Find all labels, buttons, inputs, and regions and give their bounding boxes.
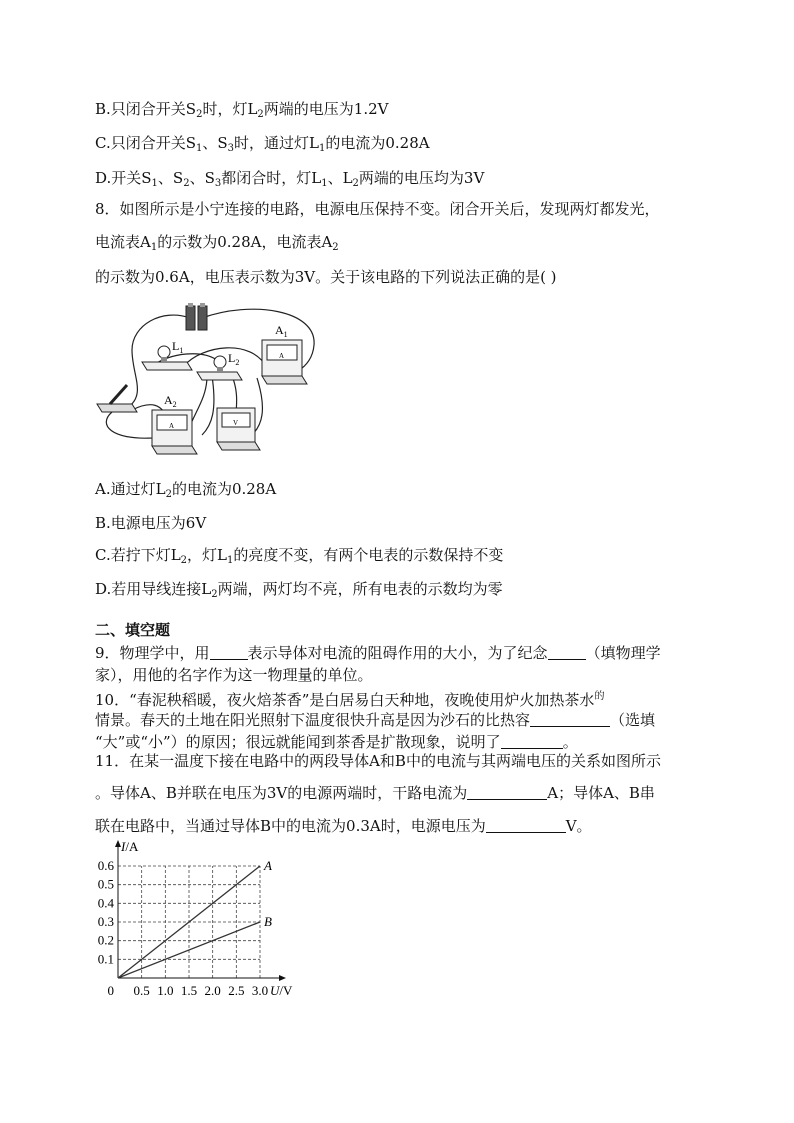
lamp-l1 xyxy=(142,346,192,370)
x-axis-label: U/V xyxy=(270,983,293,998)
q11-blank-1[interactable] xyxy=(467,785,547,800)
q10-blank-2[interactable] xyxy=(501,734,563,749)
x-tick-label: 2.0 xyxy=(204,983,221,998)
meter-a2-face-letter: A xyxy=(169,422,175,430)
y-tick-label: 0.6 xyxy=(97,858,114,873)
q11-line2: 。导体A、B并联在电压为3V的电源两端时，干路电流为 A；导体A、B串 xyxy=(95,784,655,802)
iu-chart xyxy=(88,838,318,1003)
q7-option-c: C.只闭合开关$S_1$、$S_3$时，通过灯$L_1$的电流为0.28A xyxy=(95,134,430,154)
q8-stem-line3: 的示数为0.6A，电压表示数为3V。关于该电路的下列说法正确的是( ) xyxy=(95,268,557,286)
q8-option-d: D.若用导线连接$L_2$两端，两灯均不亮，所有电表的示数均为零 xyxy=(95,580,503,600)
meter-a1-face-letter: A xyxy=(279,352,285,360)
q8-option-c: C.若拧下灯$L_2$，灯$L_1$的亮度不变，有两个电表的示数保持不变 xyxy=(95,546,504,566)
y-tick-label: 0.2 xyxy=(97,932,114,948)
label-a2: $A_2$ xyxy=(164,393,177,409)
ammeter-a2 xyxy=(152,410,197,454)
q8-option-b: B.电源电压为6V xyxy=(95,514,207,532)
q9-line1: 9．物理学中，用 表示导体对电流的阻碍作用的大小，为了纪念 （填物理学 xyxy=(95,644,661,662)
q7-option-b: B.只闭合开关$S_2$时，灯$L_2$两端的电压为1.2V xyxy=(95,100,389,120)
q11-line1: 11．在某一温度下接在电路中的两段导体A和B中的电流与其两端电压的关系如图所示 xyxy=(95,752,661,770)
y-tick-label: 0.5 xyxy=(97,876,114,892)
series-label-a: A xyxy=(264,858,272,873)
switch xyxy=(97,385,137,412)
q10-line2: 情景。春天的土地在阳光照射下温度很快升高是因为沙石的比热容 （选填 xyxy=(95,711,656,729)
q8-stem-line1: 8．如图所示是小宁连接的电路，电源电压保持不变。闭合开关后，发现两灯都发光， xyxy=(95,200,660,218)
section-heading: 二、填空题 xyxy=(95,621,171,639)
label-l2: $L_2$ xyxy=(228,351,240,367)
x-tick-label: 2.5 xyxy=(228,983,245,998)
battery xyxy=(186,303,207,330)
x-tick-label: 1.5 xyxy=(180,983,198,998)
q11-blank-2[interactable] xyxy=(486,818,566,833)
q10-blank-1[interactable] xyxy=(530,712,610,727)
q9-blank-1[interactable] xyxy=(210,645,248,660)
y-tick-label: 0.3 xyxy=(97,914,114,929)
q9-line2: 家），用他的名字作为这一物理量的单位。 xyxy=(95,666,373,684)
origin-label: 0 xyxy=(107,983,114,998)
x-tick-label: 0.5 xyxy=(133,983,150,998)
series-label-b: B xyxy=(264,914,272,929)
label-a1: $A_1$ xyxy=(275,323,288,339)
q8-stem-line2: 电流表$A_1$的示数为0.28A，电流表$A_2$ xyxy=(95,233,339,253)
q7-option-d: D.开关$S_1$、$S_2$、$S_3$都闭合时，灯$L_1$、$L_2$两端的电压均为3V xyxy=(95,169,485,189)
q11-line3: 联在电路中，当通过导体B中的电流为0.3A时，电源电压为 V。 xyxy=(95,817,592,835)
voltmeter xyxy=(217,408,260,450)
ammeter-a1 xyxy=(262,340,307,384)
voltmeter-face-letter: V xyxy=(233,419,239,427)
y-axis-label: I/A xyxy=(121,839,139,854)
circuit-figure xyxy=(92,300,327,465)
x-tick-label: 3.0 xyxy=(251,983,269,998)
y-tick-label: 0.1 xyxy=(97,951,114,967)
q8-option-a: A.通过灯$L_2$的电流为0.28A xyxy=(95,480,277,500)
x-tick-label: 1.0 xyxy=(157,983,174,998)
q9-blank-2[interactable] xyxy=(548,645,586,660)
y-tick-label: 0.4 xyxy=(97,895,114,911)
x-axis-arrow xyxy=(279,975,286,981)
q10-line3: “大”或“小”）的原因；很远就能闻到茶香是扩散现象，说明了 。 xyxy=(95,733,578,751)
label-l1: $L_1$ xyxy=(172,339,184,355)
q10-line1: 10．“春泥秧稻暖，夜火焙茶香”是白居易白天种地，夜晚使用炉火加热茶水$^的$ xyxy=(95,691,605,709)
